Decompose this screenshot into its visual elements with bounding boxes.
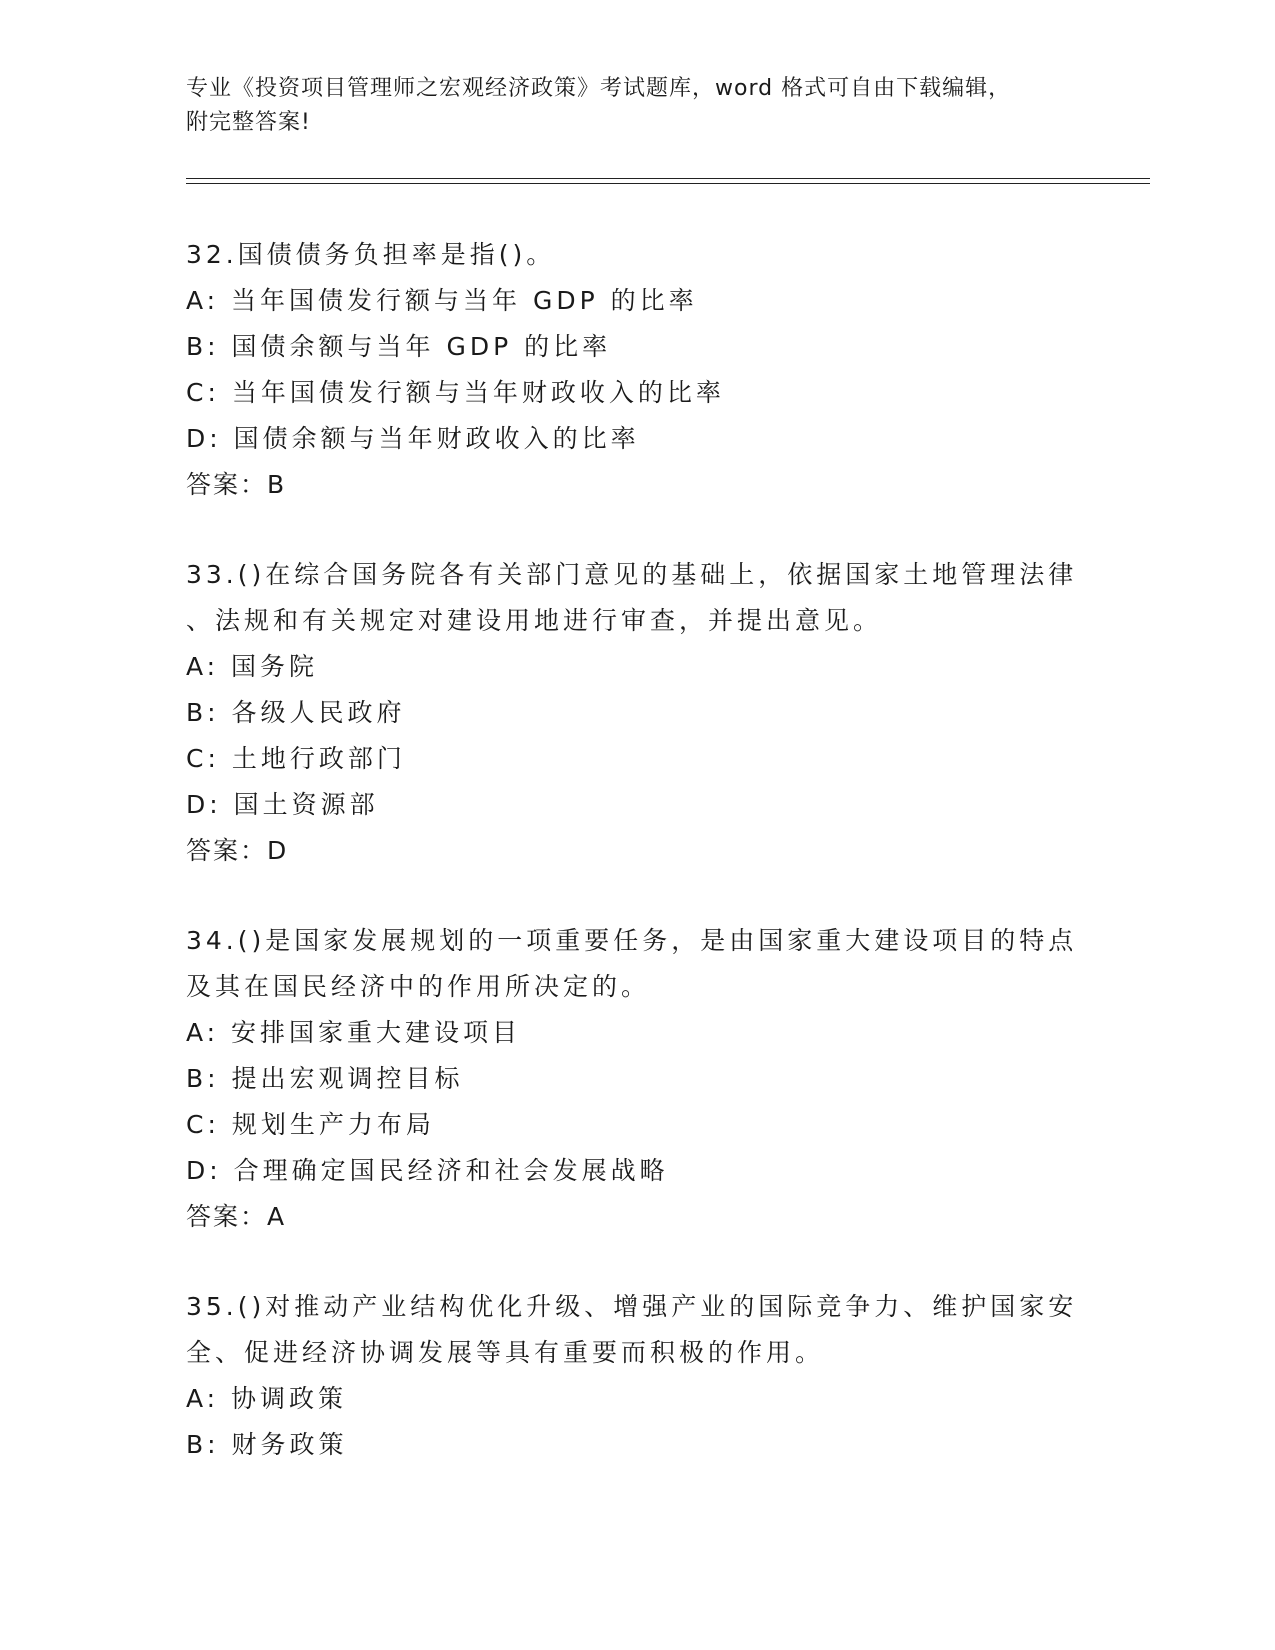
option-c: C: 当年国债发行额与当年财政收入的比率 [186, 378, 725, 407]
question-stem-line: 、法规和有关规定对建设用地进行审查，并提出意见。 [186, 606, 883, 635]
header-divider-top [186, 178, 1150, 179]
document-header [186, 72, 1086, 140]
answer-line: 答案：A [186, 1202, 287, 1231]
option-b: B: 提出宏观调控目标 [186, 1064, 464, 1093]
question-stem-line: 32.国债债务负担率是指()。 [186, 240, 556, 269]
header-line-1: 专业《投资项目管理师之宏观经济政策》考试题库，word 格式可自由下载编辑， [186, 76, 1012, 101]
question-stem-line: 35.()对推动产业结构优化升级、增强产业的国际竞争力、维护国家安 [186, 1292, 1078, 1321]
question-stem-line: 及其在国民经济中的作用所决定的。 [186, 972, 651, 1001]
answer-line: 答案：D [186, 836, 289, 865]
option-b: B: 国债余额与当年 GDP 的比率 [186, 332, 612, 361]
question-stem-line: 全、促进经济协调发展等具有重要而积极的作用。 [186, 1338, 825, 1367]
option-a: A: 当年国债发行额与当年 GDP 的比率 [186, 286, 698, 315]
option-a: A: 国务院 [186, 652, 319, 681]
question-32 [186, 232, 1086, 508]
option-b: B: 财务政策 [186, 1430, 348, 1459]
option-a: A: 协调政策 [186, 1384, 348, 1413]
option-d: D: 合理确定国民经济和社会发展战略 [186, 1156, 669, 1185]
question-list [186, 232, 1086, 1512]
option-d: D: 国土资源部 [186, 790, 379, 819]
option-c: C: 规划生产力布局 [186, 1110, 435, 1139]
question-stem [186, 1284, 1086, 1376]
question-33 [186, 552, 1086, 874]
header-divider-bottom [186, 183, 1150, 184]
question-stem-line: 34.()是国家发展规划的一项重要任务，是由国家重大建设项目的特点 [186, 926, 1078, 955]
question-stem [186, 552, 1086, 644]
question-stem-line: 33.()在综合国务院各有关部门意见的基础上，依据国家土地管理法律 [186, 560, 1078, 589]
option-a: A: 安排国家重大建设项目 [186, 1018, 522, 1047]
question-35 [186, 1284, 1086, 1468]
question-stem [186, 232, 1086, 278]
header-line-2: 附完整答案! [186, 110, 311, 135]
answer-line: 答案：B [186, 470, 287, 499]
question-34 [186, 918, 1086, 1240]
option-d: D: 国债余额与当年财政收入的比率 [186, 424, 640, 453]
question-stem [186, 918, 1086, 1010]
option-b: B: 各级人民政府 [186, 698, 406, 727]
option-c: C: 土地行政部门 [186, 744, 406, 773]
